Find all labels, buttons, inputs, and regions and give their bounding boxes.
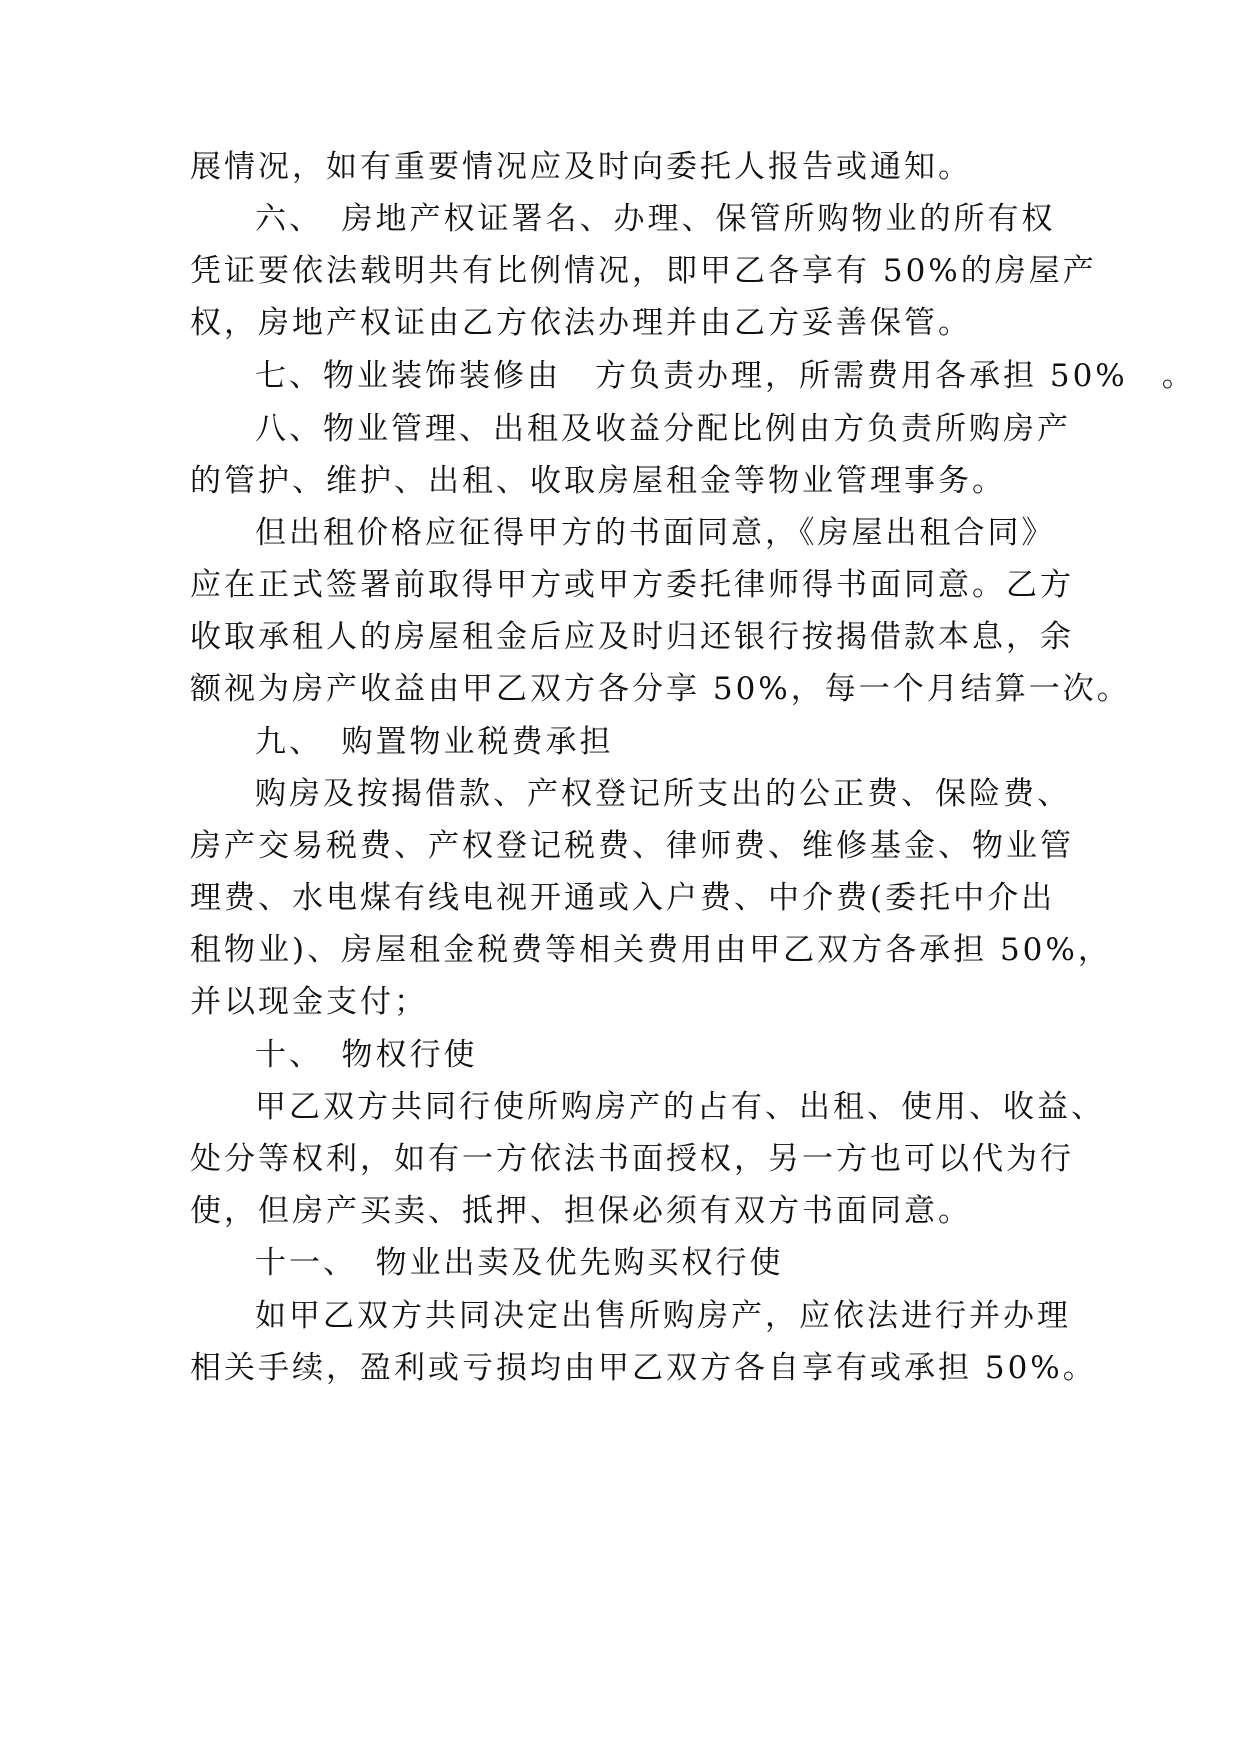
clause-10-heading: 十、 物权行使 (255, 1037, 478, 1073)
text-line: 甲乙双方共同行使所购房产的占有、出租、使用、收益、 (255, 1089, 1105, 1125)
text-line: 理费、水电煤有线电视开通或入户费、中介费(委托中介出 (190, 880, 1056, 916)
text-line: 收取承租人的房屋租金后应及时归还银行按揭借款本息，余 (190, 619, 1074, 655)
text-line: 权，房地产权证由乙方依法办理并由乙方妥善保管。 (190, 305, 972, 341)
clause-9-heading: 九、 购置物业税费承担 (255, 724, 614, 760)
text-line: 凭证要依法载明共有比例情况，即甲乙各享有 50%的房屋产 (190, 253, 1097, 289)
text-line: 应在正式签署前取得甲方或甲方委托律师得书面同意。乙方 (190, 567, 1074, 603)
text-line: 的管护、维护、出租、收取房屋租金等物业管理事务。 (190, 463, 1006, 499)
text-line: 使，但房产买卖、抵押、担保必须有双方书面同意。 (190, 1193, 972, 1229)
text-line: 展情况，如有重要情况应及时向委托人报告或通知。 (190, 149, 972, 185)
text-line: 购房及按揭借款、产权登记所支出的公正费、保险费、 (255, 776, 1071, 812)
text-line: 租物业)、房屋租金税费等相关费用由甲乙双方各承担 50%， (190, 932, 1112, 968)
text-line: 处分等权利，如有一方依法书面授权，另一方也可以代为行 (190, 1141, 1074, 1177)
clause-8-heading: 八、物业管理、出租及收益分配比例由方负责所购房产 (255, 411, 1071, 447)
text-line: 房产交易税费、产权登记税费、律师费、维修基金、物业管 (190, 828, 1074, 864)
clause-7-heading: 七、物业装饰装修由 方负责办理，所需费用各承担 50% 。 (255, 358, 1196, 394)
text-line: 如甲乙双方共同决定出售所购房产，应依法进行并办理 (255, 1298, 1071, 1334)
text-line: 并以现金支付； (190, 984, 428, 1020)
text-line: 但出租价格应征得甲方的书面同意，《房屋出租合同》 (255, 515, 1056, 551)
text-line: 相关手续，盈利或亏损均由甲乙双方各自享有或承担 50%。 (190, 1350, 1097, 1386)
text-line: 额视为房产收益由甲乙双方各分享 50%，每一个月结算一次。 (190, 671, 1131, 707)
clause-11-heading: 十一、 物业出卖及优先购买权行使 (255, 1245, 784, 1281)
clause-6-heading: 六、 房地产权证署名、办理、保管所购物业的所有权 (255, 201, 1056, 237)
